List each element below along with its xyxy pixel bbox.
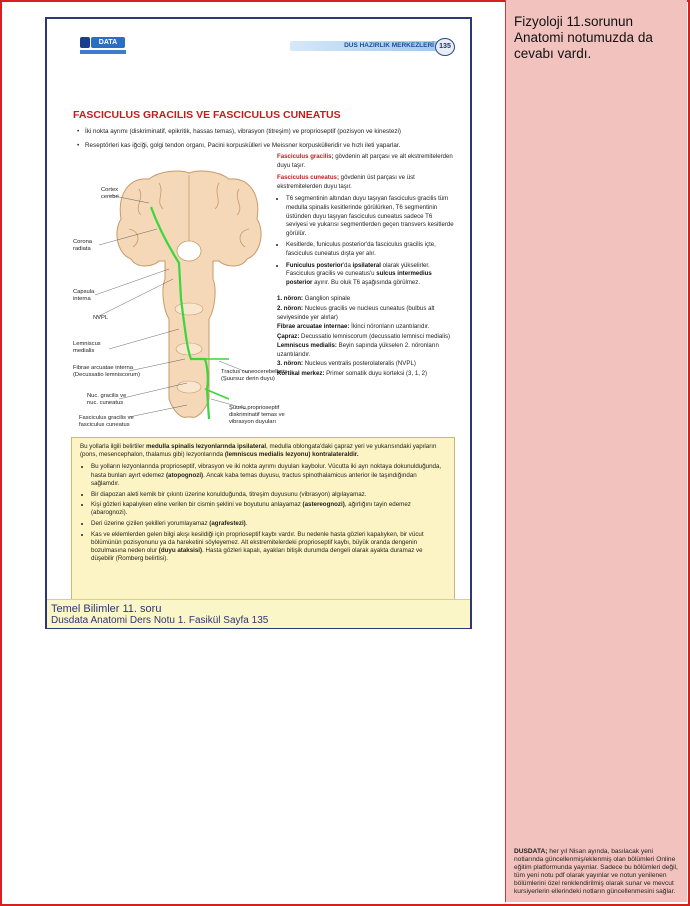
point-item: • T6 segmentinin altından duyu taşıyan fasciculus gracilis tüm medulla spinalis kesitlerinde görülürken, T6 segmentinin üstünden duyu taşıyan fasciculus cuneatus sadece T6 seviyesi ve yukarısı segmentlerden geçen transvers kesitlerde görülür. [286,195,455,238]
footer-note [514,848,680,902]
neuron-item: Fibrae arcuatae internae: İkinci nöronların uzantılarıdır. [277,323,430,331]
logo-text: DATA [91,37,125,48]
label-diskriminatif: diskriminatif temas ve [229,412,285,418]
neuron-item: 1. nöron: Ganglion spinale [277,295,351,303]
point-item: • Funiculus posterior'da ipsilateral olarak yükselirler. Fasciculus gracilis ve cuneatus'u sulcus intermedius posterior ayırır. Bu oluk T6 aşağısında görülmez. [286,262,455,288]
gracilis-text: gövdenin alt parçası ve alt ekstremitelerden duyu taşır. [277,153,453,169]
label-fibrae: Fibrae arcuatae interna [73,365,133,371]
page-header [47,19,470,61]
intro-bullet: • Reseptörleri kas iğciği, golgi tendon organı, Pacini korpuskülleri ve Meissner korpuskülleridir ve hızlı ileti yaparlar. [73,141,458,150]
label-nuc-gracilis: Nuc. gracilis ve [87,393,127,399]
side-note: Fizyoloji 11.sorunun Anatomi notumuzda da cevabı vardı. [514,14,653,61]
source-caption [47,599,470,628]
header-band: DUS HAZIRLIK MERKEZLERİ [290,41,440,51]
point-item: • Kesitlerde, funiculus posterior'da fasciculus gracilis içte, fasciculus cuneatus dışta yer alır. [286,241,455,258]
cord-section-upper [175,303,203,315]
cord-section-lower [177,381,201,393]
label-vibrasyon: vibrasyon duyuları [229,419,277,425]
clinical-list [80,463,446,563]
textbook-page [45,17,472,629]
side-panel [505,0,687,902]
clinical-intro: Bu yollarla ilgili belirtiler medulla spinalis lezyonlarında ipsilateral, medulla oblongata'daki çapraz yeri ve yukarısındaki yapıların (pons, mesencephalon, thalamus gibi) lezyonlarında (lemniscus medialis lezyonu) kontralateraldir. [80,443,437,459]
clinical-item: • Bu yolların lezyonlarında proprioseptif, vibrasyon ve iki nokta ayrımı duyuları kaybolur. Vücutta iki ayrı noktaya dokunulduğunda, hasta bunları ayırt edemez (atopognozi). Ancak kaba temas duyusu, tractus spinothalamicus anterior ile taşındığından sağlamdır. [91,463,446,488]
label-capsula: Capsula [73,289,95,295]
ventricles [177,241,201,261]
label-decussatio: (Decussatio lemniscorum) [73,372,141,378]
page-number: 135 [435,38,455,56]
caption-line-1: Temel Bilimler 11. soru [51,603,162,615]
gracilis-paragraph [277,153,455,170]
label-fasciculus: Fasciculus gracilis ve [79,415,134,421]
neuron-list [277,295,455,378]
cuneatus-paragraph [277,174,455,191]
label-nvpl: NVPL [93,315,109,321]
neuron-item: Çapraz: Decussatio lemniscorum (decussatio lemnisci medialis) [277,332,451,340]
label-cerebri: cerebri [101,194,119,200]
neuron-item: Lemniscus medialis: Beyin sapında yükselen 2. nöronların uzantılarıdır. [277,342,439,358]
label-corona: Corona [73,239,93,245]
clinical-item: • Deri üzerine çizilen şekilleri yorumlayamaz (agrafestezi). [91,520,446,528]
footer-brand: DUSDATA; [514,848,548,855]
label-radiata: radiata [73,246,91,252]
label-interna: interna [73,296,91,302]
label-nuc-cuneatus: nuc. cuneatus [87,400,124,406]
neuron-item: Kortikal merkez: Primer somatik duyu korteksi (3, 1, 2) [277,370,428,378]
caption-line-2: Dusdata Anatomi Ders Notu 1. Fasikül Sayfa 135 [51,615,269,626]
clinical-item: • Bir diapozan aleti kemik bir çıkıntı üzerine konulduğunda, titreşim duyusunu (vibrasyon) algılayamaz. [91,491,446,499]
neuron-item: 2. nöron: Nucleus gracilis ve nucleus cuneatus (bulbus alt seviyesinde yer alırlar) [277,304,435,321]
clinical-item: • Kişi gözleri kapalıyken eline verilen bir cismin şeklini ve boyutunu anlayamaz (astereognozi), ağırlığını tayin edemez (abarognozi). [91,501,446,517]
intro-bullets [73,127,458,155]
logo-mark [80,37,90,48]
cuneatus-text: gövdenin üst parçası ve üst ekstremitelerden duyu taşır. [277,174,415,190]
label-lemniscus: Lemniscus [73,341,101,347]
footer-text: her yıl Nisan ayında, basılacak yeni notlarında güncellenmiş/eklenmiş olan bölümleri Online eğitim platformunda yayınlar. Sadece bu bölümleri değil, tüm yeni notu pdf olarak yayınlar ve notun yenilenen bölümlerini özel renklendirilmiş olarak sunar ve mevcut kursiyerlerin ellerindeki notların güncellenmesini sağlar. [514,848,678,895]
neuron-item: 3. nöron: Nucleus ventralis posterolateralis (NVPL) [277,360,416,368]
brain-pathway-diagram [69,159,288,443]
clinical-item: • Kas ve eklemlerden gelen bilgi akışı kesildiği için proprioseptif kaybı vardır. Bu nedenle hasta gözleri kapalıyken, bir vücut bölümünün pozisyonunu ya da hareketini söyleyemez. Alt ekstremitelerdeki proprioseptif kaybı, büyük oranda dengenin bozulmasına neden olur (duyu ataksisi). Hasta gözleri kapalı, ayakları bitişik durumda dengeli olarak ayakta duramaz ve düşebilir (Romberg belirtisi). [91,531,446,564]
label-fasciculus-cuneatus: fasciculus cuneatus [79,422,130,428]
dusdata-logo [80,37,126,56]
section-title: FASCICULUS GRACILIS VE FASCICULUS CUNEATUS [73,109,341,121]
label-cortex: Cortex [101,187,119,193]
label-medialis: medialis [73,348,95,354]
clinical-note-box [71,437,455,605]
logo-underline [80,50,126,54]
label-suursuz: (Şuursuz derin duyu) [221,376,275,382]
cuneatus-label: Fasciculus cuneatus; [277,174,339,182]
label-suurlu: Şuurlu proprioseptif [229,405,280,411]
intro-bullet: • İki nokta ayrımı (diskriminatif, epikritik, hassas temas), vibrasyon (titreşim) ve proprioseptif (pozisyon ve kinestezi) [73,127,458,136]
label-tractus: Tractus cuneocerebellaris [221,369,288,375]
right-text-column [277,153,455,380]
points-list [277,195,455,287]
gracilis-label: Fasciculus gracilis; [277,153,334,160]
